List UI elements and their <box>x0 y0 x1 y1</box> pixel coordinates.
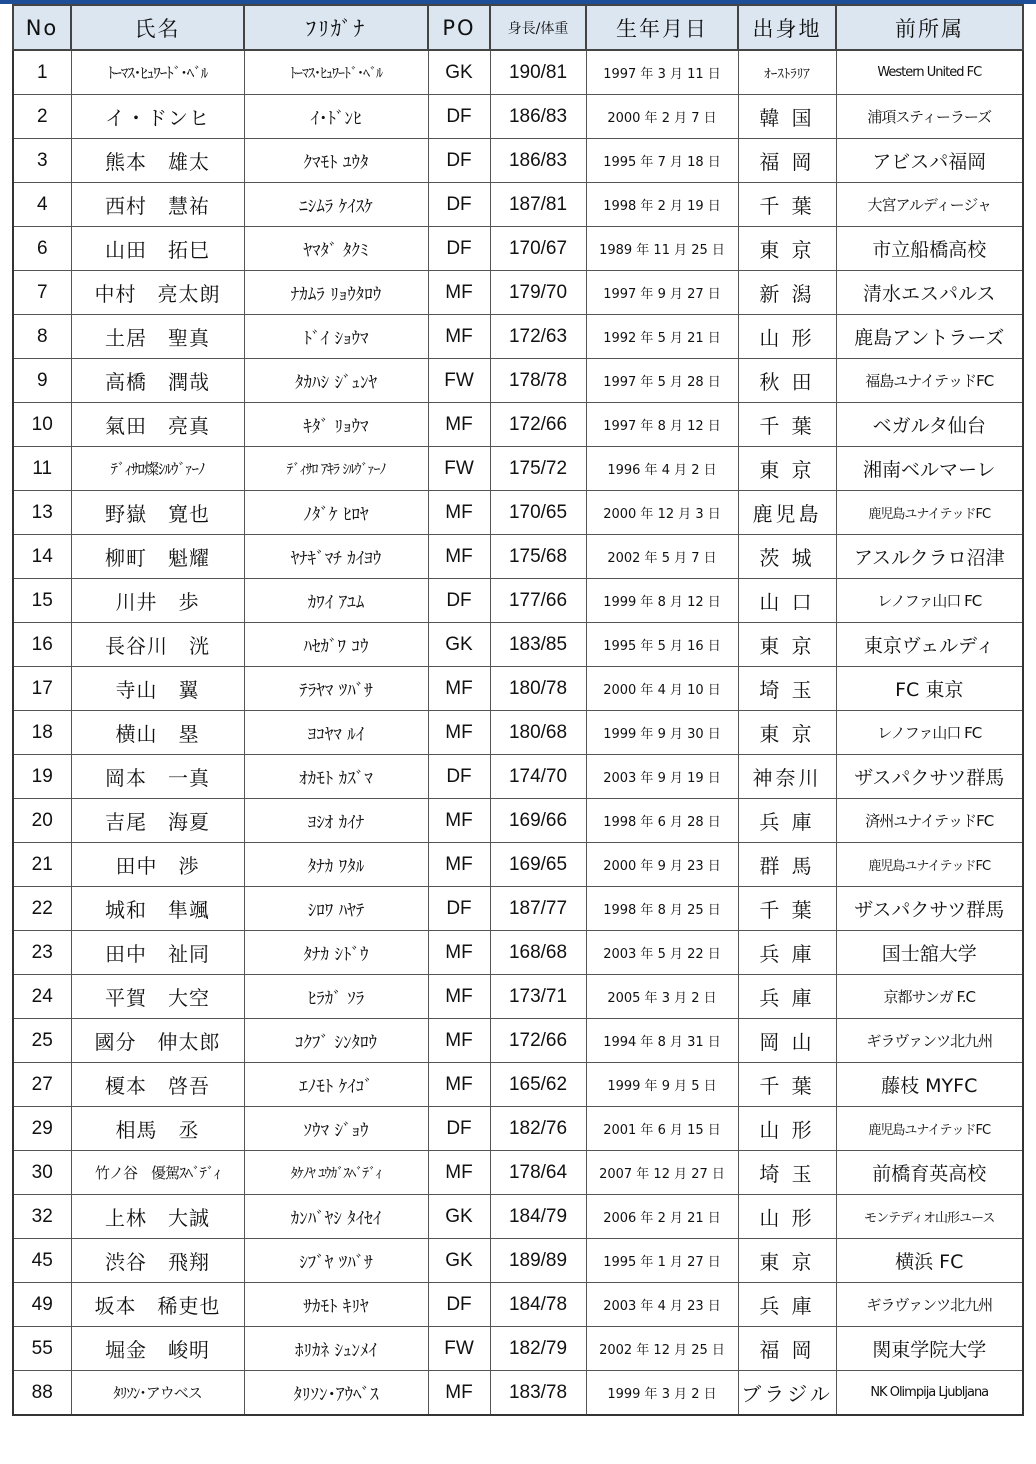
player-kana: ｶﾜｲ ｱﾕﾑ <box>244 579 428 623</box>
player-previous-club: 浦項スティーラーズ <box>836 95 1023 139</box>
player-no: 20 <box>13 799 71 843</box>
player-height-weight: 186/83 <box>490 139 586 183</box>
player-no: 55 <box>13 1327 71 1371</box>
player-height-weight: 182/76 <box>490 1107 586 1151</box>
player-kana: ｷﾀﾞ ﾘｮｳﾏ <box>244 403 428 447</box>
player-name: 横山 塁 <box>71 711 244 755</box>
player-previous-club: FC 東京 <box>836 667 1023 711</box>
player-birthdate: 1998 年 2 月 19 日 <box>586 183 738 227</box>
player-no: 23 <box>13 931 71 975</box>
player-kana: ﾖｼｵ ｶｲﾅ <box>244 799 428 843</box>
player-birthdate: 1998 年 6 月 28 日 <box>586 799 738 843</box>
player-position: MF <box>428 535 490 579</box>
player-position: MF <box>428 843 490 887</box>
table-row <box>13 535 1023 579</box>
player-birthdate: 1995 年 1 月 27 日 <box>586 1239 738 1283</box>
player-previous-club: 前橋育英高校 <box>836 1151 1023 1195</box>
player-birthplace: 岡 山 <box>738 1019 836 1063</box>
player-birthplace: 茨 城 <box>738 535 836 579</box>
player-kana: ﾀｹﾉﾔ ﾕｳｶﾞｽﾍﾞﾃﾞｨ <box>244 1151 428 1195</box>
player-kana: ﾉﾀﾞｹ ﾋﾛﾔ <box>244 491 428 535</box>
player-no: 6 <box>13 227 71 271</box>
player-birthdate: 2007 年 12 月 27 日 <box>586 1151 738 1195</box>
player-birthplace: 山 形 <box>738 1107 836 1151</box>
player-name: 城和 隼颯 <box>71 887 244 931</box>
table-row <box>13 887 1023 931</box>
player-position: GK <box>428 1195 490 1239</box>
player-birthplace: ブラジル <box>738 1371 836 1416</box>
player-birthdate: 1994 年 8 月 31 日 <box>586 1019 738 1063</box>
player-name: ﾄｰﾏｽ･ﾋｭﾜｰﾄﾞ･ﾍﾞﾙ <box>71 50 244 95</box>
table-row <box>13 1239 1023 1283</box>
table-row <box>13 50 1023 95</box>
player-position: FW <box>428 447 490 491</box>
player-birthdate: 2000 年 12 月 3 日 <box>586 491 738 535</box>
player-no: 45 <box>13 1239 71 1283</box>
table-row <box>13 623 1023 667</box>
player-name: 竹ノ谷 優駕ｽﾍﾞﾃﾞｨ <box>71 1151 244 1195</box>
player-no: 13 <box>13 491 71 535</box>
player-position: MF <box>428 799 490 843</box>
player-position: DF <box>428 1283 490 1327</box>
player-height-weight: 172/63 <box>490 315 586 359</box>
player-name: ﾃﾞｨｻﾛ燦ｼﾙｳﾞｧｰﾉ <box>71 447 244 491</box>
player-position: MF <box>428 667 490 711</box>
player-birthplace: 千 葉 <box>738 403 836 447</box>
player-name: 田中 渉 <box>71 843 244 887</box>
player-position: DF <box>428 887 490 931</box>
player-previous-club: 国士舘大学 <box>836 931 1023 975</box>
player-kana: ｲ･ﾄﾞﾝﾋ <box>244 95 428 139</box>
table-row <box>13 491 1023 535</box>
player-height-weight: 177/66 <box>490 579 586 623</box>
player-birthdate: 1992 年 5 月 21 日 <box>586 315 738 359</box>
player-previous-club: ベガルタ仙台 <box>836 403 1023 447</box>
player-position: DF <box>428 1107 490 1151</box>
player-birthdate: 1997 年 9 月 27 日 <box>586 271 738 315</box>
player-birthplace: 埼 玉 <box>738 1151 836 1195</box>
player-birthdate: 2000 年 4 月 10 日 <box>586 667 738 711</box>
player-birthdate: 2006 年 2 月 21 日 <box>586 1195 738 1239</box>
player-no: 25 <box>13 1019 71 1063</box>
player-birthdate: 1989 年 11 月 25 日 <box>586 227 738 271</box>
player-birthplace: 山 形 <box>738 1195 836 1239</box>
player-kana: ﾔﾏﾀﾞ ﾀｸﾐ <box>244 227 428 271</box>
player-name: 中村 亮太朗 <box>71 271 244 315</box>
player-birthdate: 1999 年 9 月 5 日 <box>586 1063 738 1107</box>
player-height-weight: 184/78 <box>490 1283 586 1327</box>
player-height-weight: 174/70 <box>490 755 586 799</box>
player-birthdate: 1998 年 8 月 25 日 <box>586 887 738 931</box>
player-name: 川井 歩 <box>71 579 244 623</box>
player-name: 柳町 魁耀 <box>71 535 244 579</box>
header-birthplace: 出身地 <box>738 5 836 50</box>
player-height-weight: 190/81 <box>490 50 586 95</box>
player-position: MF <box>428 1019 490 1063</box>
player-name: 平賀 大空 <box>71 975 244 1019</box>
player-previous-club: 京都サンガ F.C <box>836 975 1023 1019</box>
player-no: 49 <box>13 1283 71 1327</box>
player-birthdate: 2000 年 2 月 7 日 <box>586 95 738 139</box>
header-name: 氏名 <box>71 5 244 50</box>
header-no: No <box>13 5 71 50</box>
player-kana: ｼﾌﾞﾔ ﾂﾊﾞｻ <box>244 1239 428 1283</box>
player-no: 8 <box>13 315 71 359</box>
player-position: FW <box>428 359 490 403</box>
player-kana: ﾀﾘｿﾝ･ｱｳﾍﾞｽ <box>244 1371 428 1416</box>
player-kana: ﾅｶﾑﾗ ﾘｮｳﾀﾛｳ <box>244 271 428 315</box>
player-position: DF <box>428 95 490 139</box>
player-previous-club: NK Olimpija Ljubljana <box>836 1371 1023 1416</box>
player-height-weight: 182/79 <box>490 1327 586 1371</box>
player-name: 吉尾 海夏 <box>71 799 244 843</box>
player-previous-club: レノファ山口 FC <box>836 711 1023 755</box>
player-no: 27 <box>13 1063 71 1107</box>
player-kana: ｺｸﾌﾞ ｼﾝﾀﾛｳ <box>244 1019 428 1063</box>
player-height-weight: 169/65 <box>490 843 586 887</box>
player-height-weight: 187/77 <box>490 887 586 931</box>
player-height-weight: 180/78 <box>490 667 586 711</box>
player-birthplace: 東 京 <box>738 227 836 271</box>
table-row <box>13 843 1023 887</box>
player-birthdate: 2002 年 12 月 25 日 <box>586 1327 738 1371</box>
player-birthplace: 秋 田 <box>738 359 836 403</box>
player-name: 榎本 啓吾 <box>71 1063 244 1107</box>
table-row <box>13 139 1023 183</box>
table-row <box>13 931 1023 975</box>
player-position: MF <box>428 403 490 447</box>
player-no: 4 <box>13 183 71 227</box>
player-kana: ﾄﾞｲ ｼｮｳﾏ <box>244 315 428 359</box>
player-birthdate: 1999 年 8 月 12 日 <box>586 579 738 623</box>
player-birthplace: 兵 庫 <box>738 1283 836 1327</box>
player-birthdate: 1995 年 7 月 18 日 <box>586 139 738 183</box>
player-previous-club: 福島ユナイテッドFC <box>836 359 1023 403</box>
player-height-weight: 168/68 <box>490 931 586 975</box>
player-position: MF <box>428 975 490 1019</box>
player-birthplace: 東 京 <box>738 1239 836 1283</box>
player-kana: ﾆｼﾑﾗ ｹｲｽｹ <box>244 183 428 227</box>
player-birthdate: 1997 年 5 月 28 日 <box>586 359 738 403</box>
player-birthdate: 1997 年 8 月 12 日 <box>586 403 738 447</box>
player-kana: ﾖｺﾔﾏ ﾙｲ <box>244 711 428 755</box>
player-name: 西村 慧祐 <box>71 183 244 227</box>
player-position: FW <box>428 1327 490 1371</box>
player-previous-club: 鹿島アントラーズ <box>836 315 1023 359</box>
player-previous-club: レノファ山口 FC <box>836 579 1023 623</box>
header-position: PO <box>428 5 490 50</box>
player-previous-club: 鹿児島ユナイテッドFC <box>836 843 1023 887</box>
player-height-weight: 183/85 <box>490 623 586 667</box>
player-no: 17 <box>13 667 71 711</box>
player-no: 9 <box>13 359 71 403</box>
player-name: 野嶽 寛也 <box>71 491 244 535</box>
player-birthplace: ｵｰｽﾄﾗﾘｱ <box>738 50 836 95</box>
player-position: MF <box>428 315 490 359</box>
player-no: 32 <box>13 1195 71 1239</box>
player-no: 29 <box>13 1107 71 1151</box>
player-birthplace: 兵 庫 <box>738 799 836 843</box>
table-row <box>13 315 1023 359</box>
player-height-weight: 180/68 <box>490 711 586 755</box>
player-no: 24 <box>13 975 71 1019</box>
roster-table <box>12 4 1024 1416</box>
player-name: 相馬 丞 <box>71 1107 244 1151</box>
player-birthdate: 1997 年 3 月 11 日 <box>586 50 738 95</box>
player-position: MF <box>428 1371 490 1416</box>
player-no: 1 <box>13 50 71 95</box>
player-birthdate: 2005 年 3 月 2 日 <box>586 975 738 1019</box>
player-no: 19 <box>13 755 71 799</box>
player-height-weight: 187/81 <box>490 183 586 227</box>
player-height-weight: 172/66 <box>490 1019 586 1063</box>
player-name: イ・ドンヒ <box>71 95 244 139</box>
player-birthdate: 2002 年 5 月 7 日 <box>586 535 738 579</box>
player-name: 岡本 一真 <box>71 755 244 799</box>
header-previous-club: 前所属 <box>836 5 1023 50</box>
player-no: 7 <box>13 271 71 315</box>
header-height-weight: 身長/体重 <box>490 5 586 50</box>
player-previous-club: 清水エスパルス <box>836 271 1023 315</box>
player-name: 土居 聖真 <box>71 315 244 359</box>
table-row <box>13 403 1023 447</box>
player-kana: ﾊｾｶﾞﾜ ｺｳ <box>244 623 428 667</box>
player-birthdate: 1999 年 9 月 30 日 <box>586 711 738 755</box>
player-name: 氣田 亮真 <box>71 403 244 447</box>
player-birthdate: 2001 年 6 月 15 日 <box>586 1107 738 1151</box>
player-no: 16 <box>13 623 71 667</box>
player-height-weight: 184/79 <box>490 1195 586 1239</box>
player-kana: ﾃﾗﾔﾏ ﾂﾊﾞｻ <box>244 667 428 711</box>
player-birthplace: 山 形 <box>738 315 836 359</box>
player-kana: ｻｶﾓﾄ ｷﾘﾔ <box>244 1283 428 1327</box>
player-position: GK <box>428 623 490 667</box>
player-position: DF <box>428 227 490 271</box>
player-birthplace: 兵 庫 <box>738 975 836 1019</box>
player-height-weight: 178/64 <box>490 1151 586 1195</box>
table-row <box>13 1327 1023 1371</box>
table-row <box>13 667 1023 711</box>
player-previous-club: 済州ユナイテッドFC <box>836 799 1023 843</box>
player-kana: ﾃﾞｨｻﾛ ｱｷﾗ ｼﾙｳﾞｧｰﾉ <box>244 447 428 491</box>
table-row <box>13 1107 1023 1151</box>
table-row <box>13 1371 1023 1416</box>
player-birthdate: 2000 年 9 月 23 日 <box>586 843 738 887</box>
player-name: 坂本 稀吏也 <box>71 1283 244 1327</box>
player-position: DF <box>428 183 490 227</box>
player-birthplace: 神奈川 <box>738 755 836 799</box>
player-name: 上林 大誠 <box>71 1195 244 1239</box>
player-kana: ﾎﾘｶﾈ ｼｭﾝﾒｲ <box>244 1327 428 1371</box>
player-birthdate: 1996 年 4 月 2 日 <box>586 447 738 491</box>
player-birthplace: 韓 国 <box>738 95 836 139</box>
header-kana: ﾌﾘｶﾞﾅ <box>244 5 428 50</box>
player-previous-club: 藤枝 MYFC <box>836 1063 1023 1107</box>
player-position: MF <box>428 711 490 755</box>
player-height-weight: 175/68 <box>490 535 586 579</box>
player-name: ﾀﾘｿﾝ･アウベス <box>71 1371 244 1416</box>
header-row <box>13 5 1023 50</box>
player-height-weight: 189/89 <box>490 1239 586 1283</box>
player-height-weight: 172/66 <box>490 403 586 447</box>
player-kana: ｼﾛﾜ ﾊﾔﾃ <box>244 887 428 931</box>
player-kana: ｶﾝﾊﾞﾔｼ ﾀｲｾｲ <box>244 1195 428 1239</box>
table-row <box>13 579 1023 623</box>
player-no: 15 <box>13 579 71 623</box>
player-birthplace: 千 葉 <box>738 183 836 227</box>
player-birthdate: 2003 年 5 月 22 日 <box>586 931 738 975</box>
player-birthplace: 福 岡 <box>738 139 836 183</box>
player-no: 88 <box>13 1371 71 1416</box>
player-position: MF <box>428 271 490 315</box>
player-no: 30 <box>13 1151 71 1195</box>
player-position: DF <box>428 139 490 183</box>
player-name: 山田 拓巳 <box>71 227 244 271</box>
player-birthplace: 福 岡 <box>738 1327 836 1371</box>
player-height-weight: 170/65 <box>490 491 586 535</box>
table-row <box>13 1195 1023 1239</box>
player-previous-club: Western United FC <box>836 50 1023 95</box>
player-name: 渋谷 飛翔 <box>71 1239 244 1283</box>
table-row <box>13 227 1023 271</box>
player-previous-club: アスルクラロ沼津 <box>836 535 1023 579</box>
player-birthplace: 東 京 <box>738 447 836 491</box>
player-height-weight: 173/71 <box>490 975 586 1019</box>
table-row <box>13 183 1023 227</box>
player-birthplace: 山 口 <box>738 579 836 623</box>
player-height-weight: 179/70 <box>490 271 586 315</box>
player-kana: ﾀﾅｶ ﾜﾀﾙ <box>244 843 428 887</box>
player-no: 10 <box>13 403 71 447</box>
table-row <box>13 95 1023 139</box>
player-previous-club: ザスパクサツ群馬 <box>836 755 1023 799</box>
player-no: 3 <box>13 139 71 183</box>
player-kana: ﾋﾗｶﾞ ｿﾗ <box>244 975 428 1019</box>
player-position: GK <box>428 1239 490 1283</box>
player-kana: ｿｳﾏ ｼﾞｮｳ <box>244 1107 428 1151</box>
player-name: 田中 祉同 <box>71 931 244 975</box>
roster-body <box>13 50 1023 1415</box>
player-no: 14 <box>13 535 71 579</box>
player-previous-club: 鹿児島ユナイテッドFC <box>836 491 1023 535</box>
player-birthplace: 千 葉 <box>738 1063 836 1107</box>
player-no: 2 <box>13 95 71 139</box>
table-row <box>13 1283 1023 1327</box>
player-no: 11 <box>13 447 71 491</box>
player-name: 堀金 峻明 <box>71 1327 244 1371</box>
player-birthplace: 兵 庫 <box>738 931 836 975</box>
player-previous-club: 関東学院大学 <box>836 1327 1023 1371</box>
table-row <box>13 447 1023 491</box>
table-row <box>13 1151 1023 1195</box>
player-height-weight: 170/67 <box>490 227 586 271</box>
table-row <box>13 359 1023 403</box>
player-birthplace: 東 京 <box>738 623 836 667</box>
player-previous-club: 大宮アルディージャ <box>836 183 1023 227</box>
player-position: MF <box>428 491 490 535</box>
player-height-weight: 165/62 <box>490 1063 586 1107</box>
player-no: 21 <box>13 843 71 887</box>
table-row <box>13 799 1023 843</box>
table-row <box>13 1019 1023 1063</box>
player-birthplace: 千 葉 <box>738 887 836 931</box>
player-name: 高橋 潤哉 <box>71 359 244 403</box>
table-row <box>13 271 1023 315</box>
player-position: MF <box>428 1063 490 1107</box>
player-previous-club: ザスパクサツ群馬 <box>836 887 1023 931</box>
player-name: 長谷川 洸 <box>71 623 244 667</box>
table-row <box>13 1063 1023 1107</box>
player-position: MF <box>428 1151 490 1195</box>
player-kana: ｴﾉﾓﾄ ｹｲｺﾞ <box>244 1063 428 1107</box>
player-birthdate: 2003 年 4 月 23 日 <box>586 1283 738 1327</box>
table-row <box>13 975 1023 1019</box>
player-previous-club: 市立船橋高校 <box>836 227 1023 271</box>
player-previous-club: ギラヴァンツ北九州 <box>836 1283 1023 1327</box>
player-height-weight: 186/83 <box>490 95 586 139</box>
table-row <box>13 711 1023 755</box>
player-height-weight: 183/78 <box>490 1371 586 1416</box>
table-row <box>13 755 1023 799</box>
player-height-weight: 178/78 <box>490 359 586 403</box>
player-birthplace: 新 潟 <box>738 271 836 315</box>
player-previous-club: ギラヴァンツ北九州 <box>836 1019 1023 1063</box>
player-height-weight: 169/66 <box>490 799 586 843</box>
player-birthplace: 東 京 <box>738 711 836 755</box>
player-previous-club: 東京ヴェルディ <box>836 623 1023 667</box>
player-birthdate: 1995 年 5 月 16 日 <box>586 623 738 667</box>
player-name: 國分 伸太郎 <box>71 1019 244 1063</box>
player-height-weight: 175/72 <box>490 447 586 491</box>
player-previous-club: 鹿児島ユナイテッドFC <box>836 1107 1023 1151</box>
header-birthdate: 生年月日 <box>586 5 738 50</box>
player-birthplace: 埼 玉 <box>738 667 836 711</box>
player-name: 寺山 翼 <box>71 667 244 711</box>
player-kana: ﾀﾅｶ ｼﾄﾞｳ <box>244 931 428 975</box>
player-previous-club: 横浜 FC <box>836 1239 1023 1283</box>
player-birthplace: 鹿児島 <box>738 491 836 535</box>
player-position: DF <box>428 755 490 799</box>
player-name: 熊本 雄太 <box>71 139 244 183</box>
player-birthdate: 2003 年 9 月 19 日 <box>586 755 738 799</box>
player-birthdate: 1999 年 3 月 2 日 <box>586 1371 738 1416</box>
player-position: DF <box>428 579 490 623</box>
player-previous-club: 湘南ベルマーレ <box>836 447 1023 491</box>
player-position: MF <box>428 931 490 975</box>
player-birthplace: 群 馬 <box>738 843 836 887</box>
player-no: 18 <box>13 711 71 755</box>
player-kana: ｸﾏﾓﾄ ﾕｳﾀ <box>244 139 428 183</box>
player-kana: ﾄｰﾏｽ･ﾋｭﾜｰﾄﾞ･ﾍﾞﾙ <box>244 50 428 95</box>
player-no: 22 <box>13 887 71 931</box>
player-previous-club: モンテディオ山形ユース <box>836 1195 1023 1239</box>
player-kana: ﾀｶﾊｼ ｼﾞｭﾝﾔ <box>244 359 428 403</box>
player-position: GK <box>428 50 490 95</box>
player-kana: ﾔﾅｷﾞﾏﾁ ｶｲﾖｳ <box>244 535 428 579</box>
player-previous-club: アビスパ福岡 <box>836 139 1023 183</box>
player-kana: ｵｶﾓﾄ ｶｽﾞﾏ <box>244 755 428 799</box>
